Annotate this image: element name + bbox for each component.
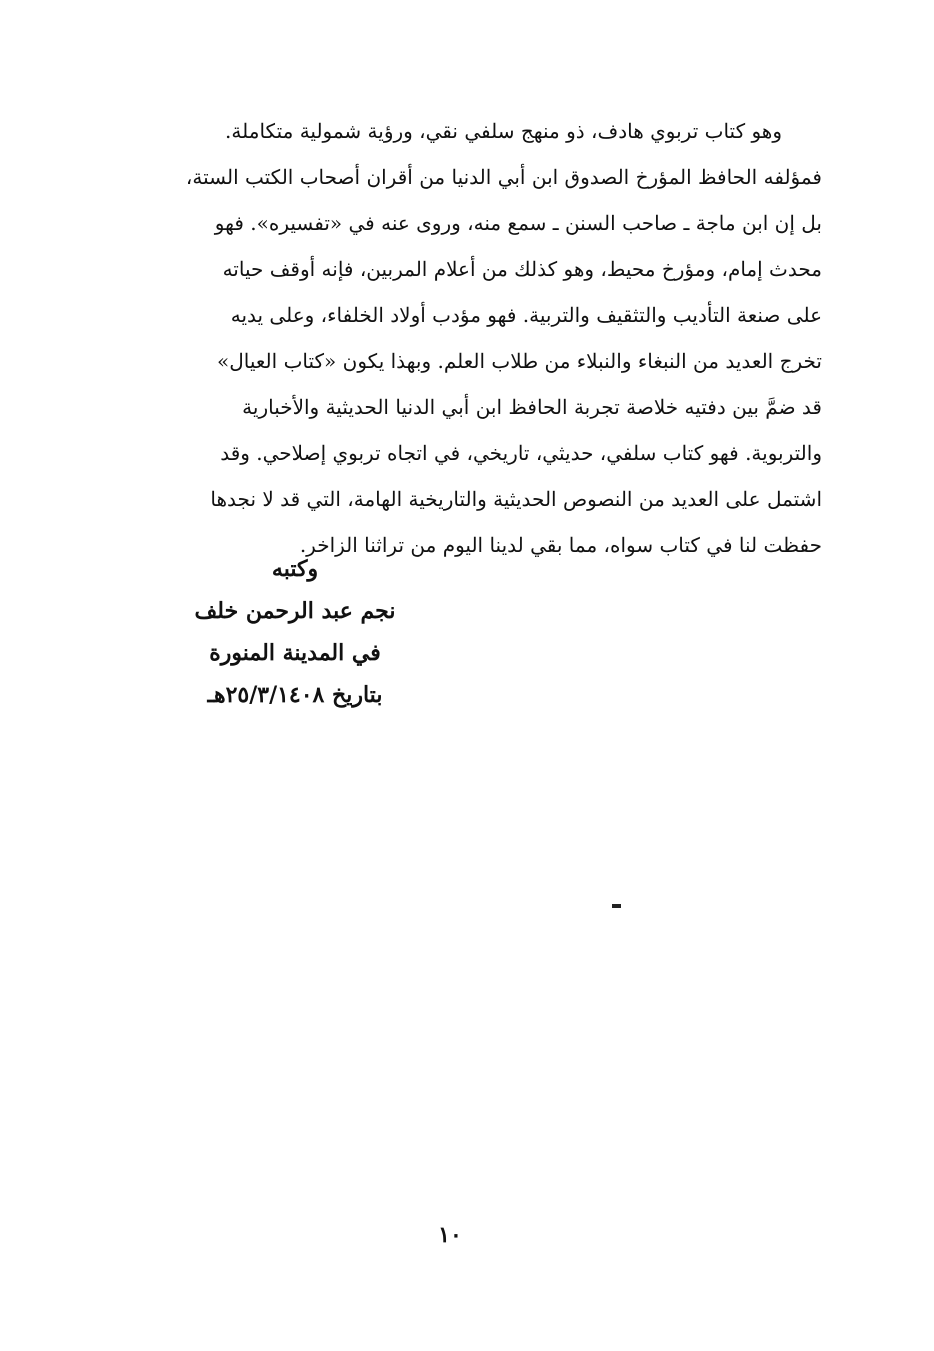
paragraph-line: اشتمل على العديد من النصوص الحديثية والتاريخية الهامة، التي قد لا نجدها	[210, 487, 822, 511]
signature-place: في المدينة المنورة	[209, 640, 381, 666]
paragraph-line: حفظت لنا في كتاب سواه، مما بقي لدينا اليوم من تراثنا الزاخر.	[299, 533, 822, 557]
paragraph-line: قد ضمَّ بين دفتيه خلاصة تجربة الحافظ ابن أبي الدنيا الحديثية والأخبارية	[242, 395, 822, 419]
paragraph-line: على صنعة التأديب والتثقيف والتربية. فهو مؤدب أولاد الخلفاء، وعلى يديه	[230, 303, 822, 327]
page-number: ١٠	[438, 1222, 462, 1248]
body-paragraph	[110, 108, 822, 568]
paragraph-line: وهو كتاب تربوي هادف، ذو منهج سلفي نقي، ورؤية شمولية متكاملة.	[225, 119, 782, 143]
paragraph-line: فمؤلفه الحافظ المؤرخ الصدوق ابن أبي الدنيا من أقران أصحاب الكتب الستة،	[185, 165, 822, 189]
paragraph-line: محدث إمام، ومؤرخ محيط، وهو كذلك من أعلام المربين، فإنه أوقف حياته	[222, 257, 822, 281]
paragraph-line: بل إن ابن ماجة ـ صاحب السنن ـ سمع منه، وروى عنه في «تفسيره». فهو	[214, 211, 822, 235]
paragraph-line: والتربوية. فهو كتاب سلفي، حديثي، تاريخي، في اتجاه تربوي إصلاحي. وقد	[220, 441, 822, 465]
signature-intro: وكتبه	[271, 556, 319, 582]
paragraph-line: تخرج العديد من النبغاء والنبلاء من طلاب العلم. وبهذا يكون «كتاب العيال»	[217, 349, 822, 373]
signature-date: بتاريخ ٢٥/٣/١٤٠٨هـ	[207, 682, 383, 708]
author-name: نجم عبد الرحمن خلف	[194, 598, 396, 624]
scan-speck	[612, 904, 621, 908]
author-signature-block	[170, 548, 420, 716]
